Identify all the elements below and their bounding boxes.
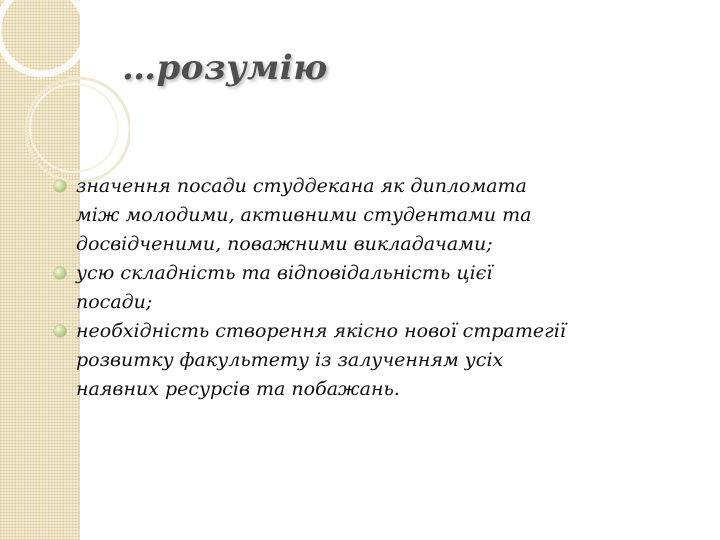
bullet-list bbox=[54, 172, 574, 404]
bullet-item bbox=[54, 172, 574, 259]
bullet-text: значення посади студдекана як дипломата між молодими, активними студентами та досвідченими, поважними викладачами; bbox=[76, 175, 532, 255]
slide-title: …розумію bbox=[122, 48, 328, 88]
bullet-text: необхідність створення якісно нової стратегії розвитку факультету із залученням усіх наявних ресурсів та побажань. bbox=[76, 320, 566, 400]
decorative-ring-top bbox=[0, 0, 86, 74]
bullet-item bbox=[54, 317, 574, 404]
bullet-dot-icon bbox=[54, 180, 66, 192]
bullet-item bbox=[54, 259, 574, 317]
decorative-ring-inner bbox=[30, 84, 118, 172]
bullet-dot-icon bbox=[54, 267, 66, 279]
decorative-rings bbox=[0, 0, 130, 200]
bullet-dot-icon bbox=[54, 325, 66, 337]
bullet-text: усю складність та відповідальність цієї посади; bbox=[76, 262, 493, 313]
decorative-ring-large bbox=[26, 78, 130, 182]
